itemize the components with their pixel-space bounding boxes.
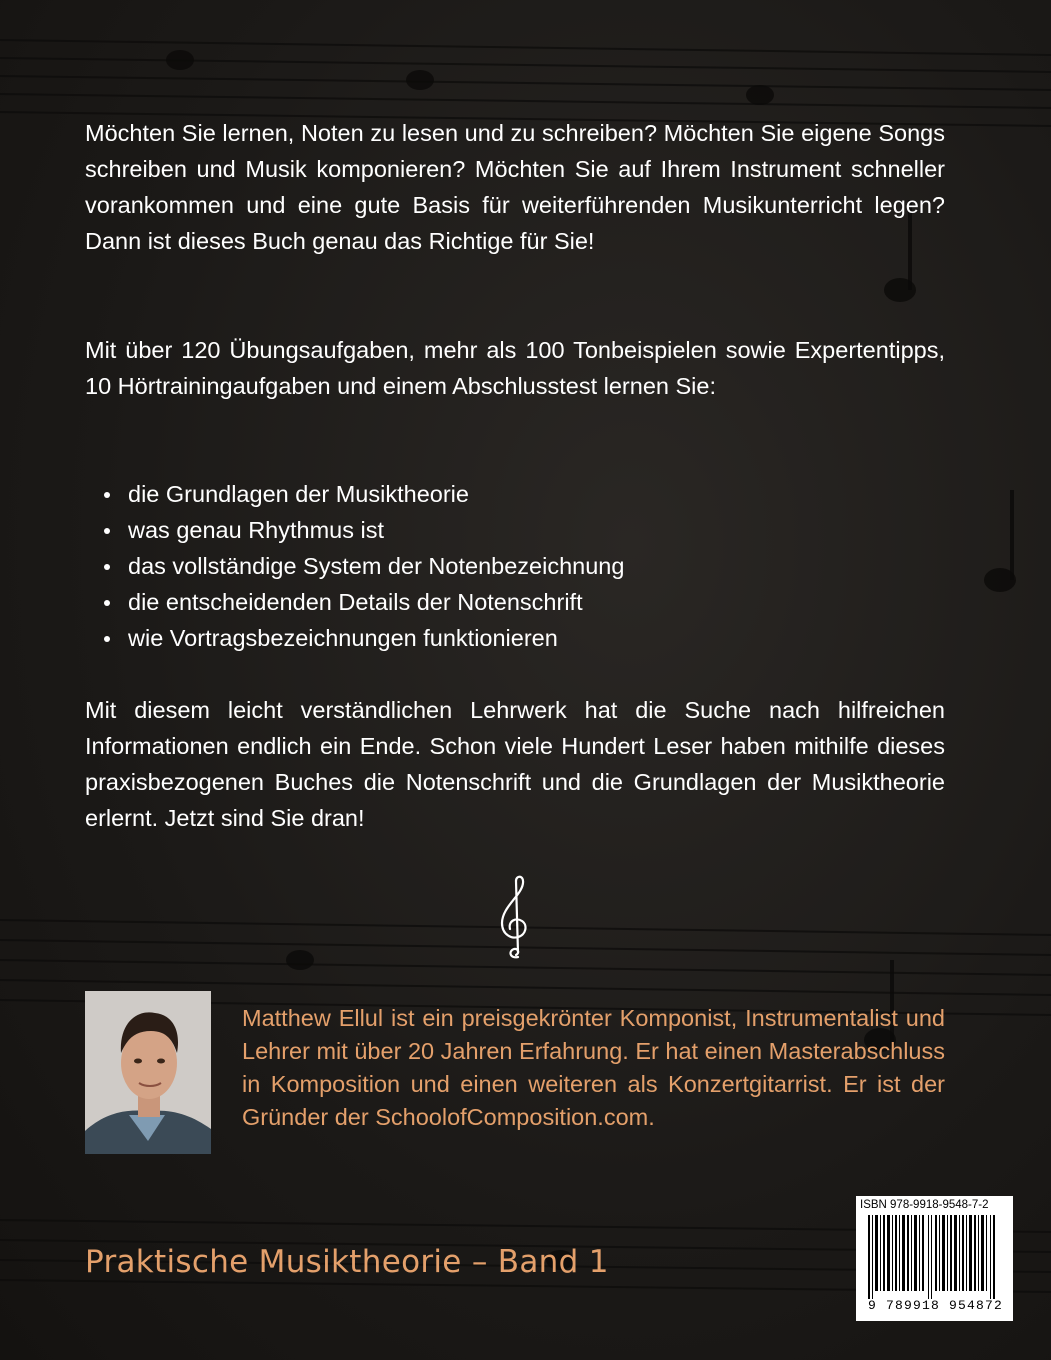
treble-clef-icon xyxy=(496,873,536,963)
feature-list-item: die entscheidenden Details der Notenschrift xyxy=(85,584,945,620)
features-intro-paragraph: Mit über 120 Übungsaufgaben, mehr als 100 Tonbeispielen sowie Expertentipps, 10 Hörtrainingaufgaben und einem Abschlusstest lernen Sie: xyxy=(85,337,945,399)
closing-paragraph: Mit diesem leicht verständlichen Lehrwerk hat die Suche nach hilfreichen Informationen endlich ein Ende. Schon viele Hundert Leser haben mithilfe dieses praxisbezogenen Buches die Notenschrift und die Grundlagen der Musiktheorie erlernt. Jetzt sind Sie dran! xyxy=(85,697,945,831)
isbn-label: ISBN 978-9918-9548-7-2 xyxy=(860,1199,989,1211)
feature-list-item: was genau Rhythmus ist xyxy=(85,512,945,548)
feature-list-item: das vollständige System der Notenbezeichnung xyxy=(85,548,945,584)
author-bio: Matthew Ellul ist ein preisgekrönter Komponist, Instrumentalist und Lehrer mit über 20 Jahren Erfahrung. Er hat einen Masterabschluss in Komposition und einen weiteren als Konzertgitarrist. Er ist der Gründer der SchoolofComposition.com. xyxy=(242,1005,945,1130)
barcode-number: 9 789918 954872 xyxy=(868,1298,1004,1313)
barcode-icon xyxy=(862,1215,1007,1299)
intro-paragraph: Möchten Sie lernen, Noten zu lesen und zu schreiben? Möchten Sie eigene Songs schreiben und Musik komponieren? Möchten Sie auf Ihrem Instrument schneller vorankommen und eine gute Basis für weiterführenden Musikunterricht legen? Dann ist dieses Buch genau das Richtige für Sie! xyxy=(85,120,945,254)
isbn-barcode xyxy=(856,1196,1013,1321)
feature-list xyxy=(85,476,945,656)
book-title: Praktische Musiktheorie – Band 1 xyxy=(85,1244,609,1280)
feature-list-item: wie Vortragsbezeichnungen funktionieren xyxy=(85,620,945,656)
author-photo xyxy=(85,991,211,1154)
feature-list-item: die Grundlagen der Musiktheorie xyxy=(85,476,945,512)
